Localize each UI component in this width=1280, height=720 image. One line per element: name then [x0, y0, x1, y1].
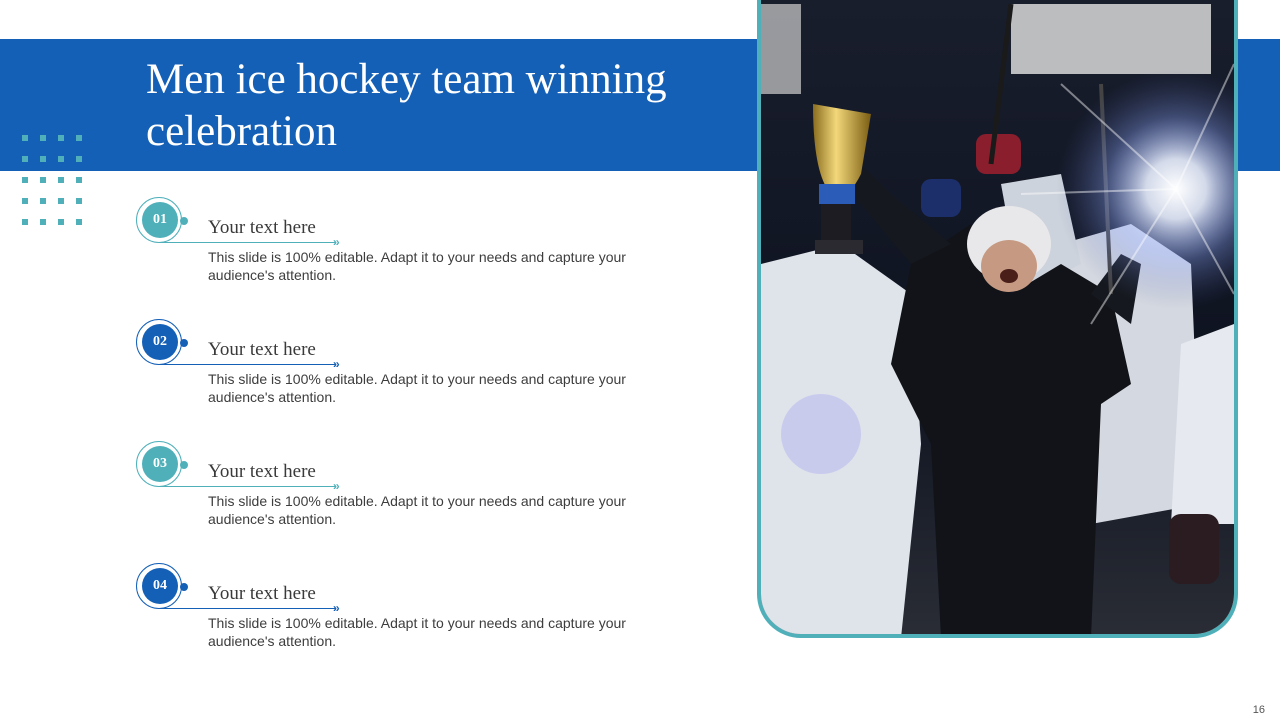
- item-number-badge: 02: [142, 324, 178, 360]
- item-number-badge: 03: [142, 446, 178, 482]
- page-number: 16: [1252, 704, 1265, 716]
- item-body: This slide is 100% editable. Adapt it to your needs and capture your audience's attention.: [208, 371, 626, 405]
- ring-dot: [180, 583, 188, 591]
- item-body: This slide is 100% editable. Adapt it to your needs and capture your audience's attention.: [208, 615, 626, 649]
- team-celebration-photo: [757, 0, 1238, 638]
- list-item-02: [0, 319, 700, 429]
- ring-dot: [180, 339, 188, 347]
- heading-underline: [158, 608, 336, 609]
- item-body: This slide is 100% editable. Adapt it to your needs and capture your audience's attention.: [208, 249, 626, 283]
- item-number-badge: 01: [142, 202, 178, 238]
- chevron-double-right-icon: »: [333, 235, 338, 249]
- heading-underline: [158, 486, 336, 487]
- ring-dot: [180, 217, 188, 225]
- list-item-04: [0, 563, 700, 673]
- chevron-double-right-icon: »: [333, 479, 338, 493]
- item-heading: Your text here: [208, 583, 316, 604]
- item-heading: Your text here: [208, 461, 316, 482]
- heading-underline: [158, 364, 336, 365]
- chevron-double-right-icon: »: [333, 357, 338, 371]
- item-heading: Your text here: [208, 339, 316, 360]
- ring-dot: [180, 461, 188, 469]
- list-item-01: [0, 197, 700, 307]
- photo-illustration: [761, 0, 1234, 638]
- chevron-double-right-icon: »: [333, 601, 338, 615]
- item-body: This slide is 100% editable. Adapt it to your needs and capture your audience's attention.: [208, 493, 626, 527]
- item-heading: Your text here: [208, 217, 316, 238]
- slide-title: Men ice hockey team winning celebration: [146, 56, 667, 155]
- list-item-03: [0, 441, 700, 551]
- heading-underline: [158, 242, 336, 243]
- item-number-badge: 04: [142, 568, 178, 604]
